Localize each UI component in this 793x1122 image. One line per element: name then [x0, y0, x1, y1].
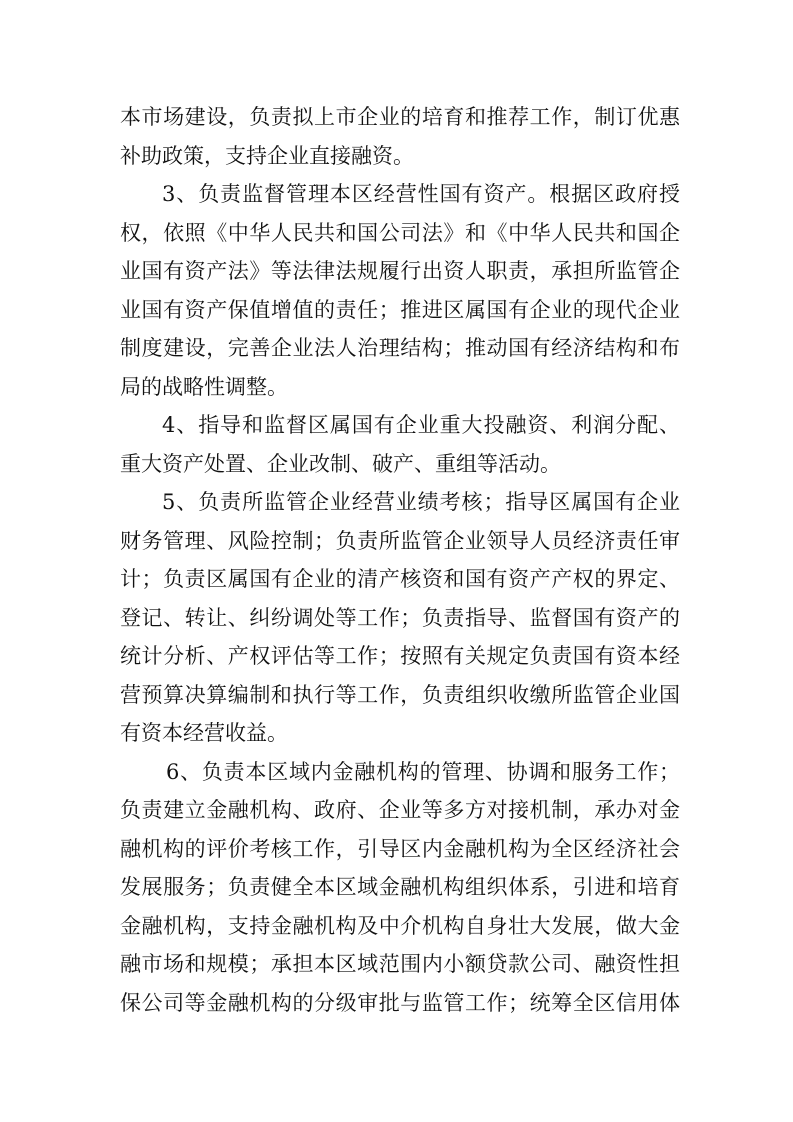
text-line: 金融机构，支持金融机构及中介机构自身壮大发展，做大金	[120, 913, 680, 938]
text-line: 局的战略性调整。	[120, 374, 288, 399]
text-line: 4、指导和监督区属国有企业重大投融资、利润分配、	[162, 413, 680, 437]
text-line: 有资本经营收益。	[120, 721, 288, 745]
paragraph-item-5	[120, 483, 680, 753]
text-line: 补助政策，支持企业直接融资。	[120, 143, 414, 168]
text-line: 营预算决算编制和执行等工作，负责组织收缴所监管企业国	[120, 682, 680, 707]
text-line: 计；负责区属国有企业的清产核资和国有资产产权的界定、	[120, 567, 680, 591]
text-line: 融机构的评价考核工作，引导区内金融机构为全区经济社会	[120, 836, 680, 861]
text-line: 负责建立金融机构、政府、企业等多方对接机制，承办对金	[120, 798, 680, 822]
paragraph-item-6	[120, 753, 680, 1023]
text-line: 保公司等金融机构的分级审批与监管工作；统筹全区信用体	[120, 990, 680, 1015]
text-line: 5、负责所监管企业经营业绩考核；指导区属国有企业	[162, 490, 680, 514]
text-line: 统计分析、产权评估等工作；按照有关规定负责国有资本经	[120, 644, 680, 668]
text-line: 6、负责本区域内金融机构的管理、协调和服务工作；	[166, 759, 680, 784]
paragraph-item-3	[120, 175, 680, 406]
text-line: 融市场和规模；承担本区域范围内小额贷款公司、融资性担	[120, 952, 680, 976]
paragraph-item-4	[120, 406, 680, 483]
document-body	[120, 98, 680, 1022]
text-line: 本市场建设，负责拟上市企业的培育和推荐工作，制订优惠	[120, 105, 680, 129]
text-line: 制度建设，完善企业法人治理结构；推动国有经济结构和布	[120, 336, 680, 360]
text-line: 登记、转让、纠纷调处等工作；负责指导、监督国有资产的	[120, 605, 680, 630]
paragraph-continuation	[120, 98, 680, 175]
text-line: 业国有资产保值增值的责任；推进区属国有企业的现代企业	[120, 297, 680, 322]
text-line: 3、负责监督管理本区经营性国有资产。根据区政府授	[162, 182, 680, 206]
text-line: 权，依照《中华人民共和国公司法》和《中华人民共和国企	[120, 220, 680, 245]
text-line: 发展服务；负责健全本区域金融机构组织体系，引进和培育	[120, 875, 680, 899]
text-line: 业国有资产法》等法律法规履行出资人职责，承担所监管企	[120, 259, 680, 283]
text-line: 重大资产处置、企业改制、破产、重组等活动。	[120, 451, 561, 476]
text-line: 财务管理、风险控制；负责所监管企业领导人员经济责任审	[120, 528, 680, 553]
